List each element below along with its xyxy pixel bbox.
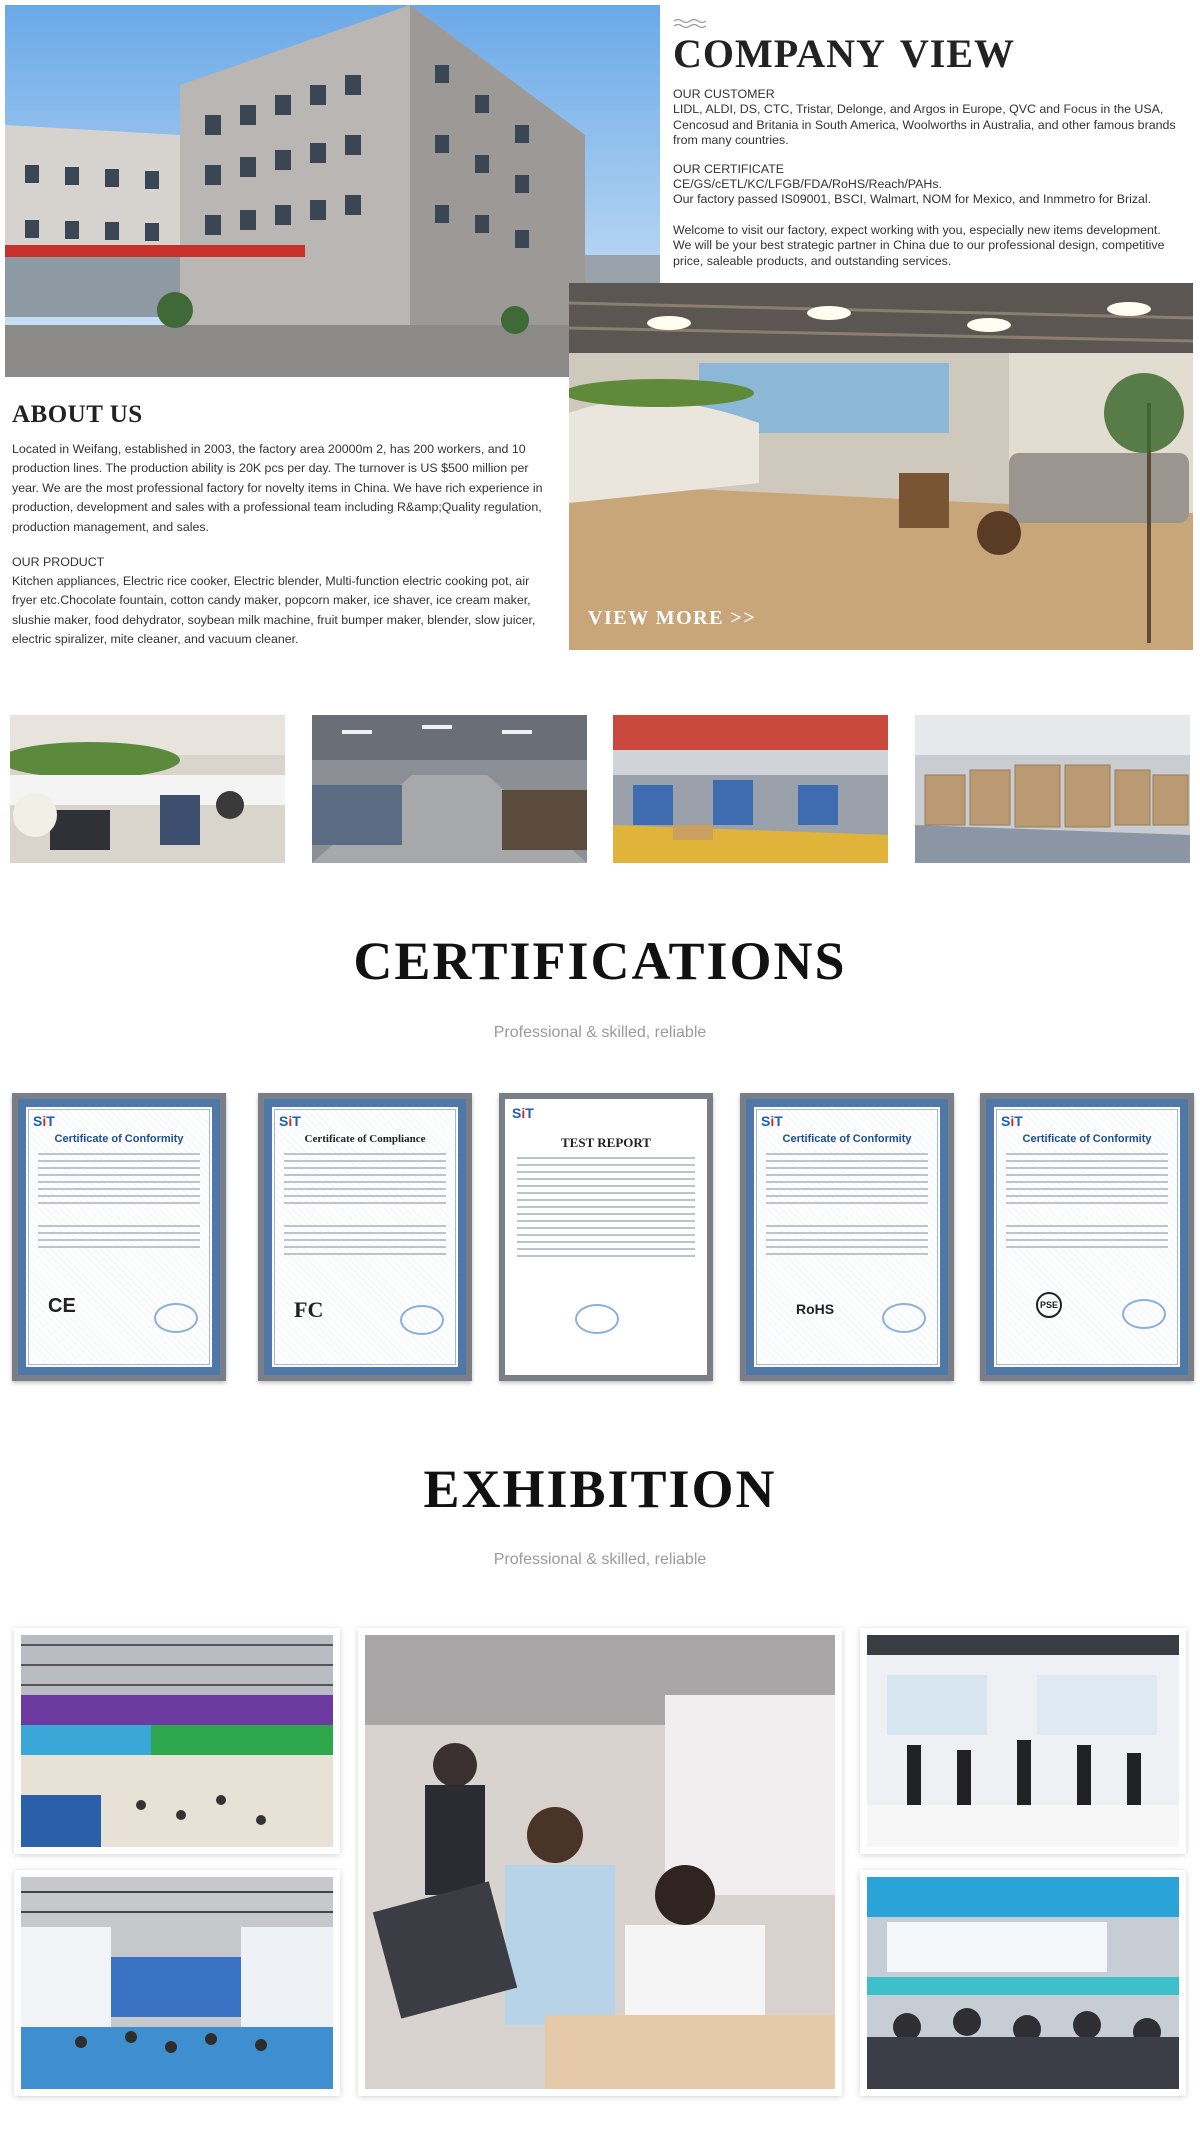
- seal-stamp-icon: [154, 1303, 198, 1333]
- exhibition-subtitle: Professional & skilled, reliable: [493, 1551, 707, 1568]
- certificate-line2: Our factory passed IS09001, BSCI, Walmart, NOM for Mexico, and Inmmetro for Brizal.: [673, 192, 1152, 206]
- rohs-mark-icon: RoHS: [796, 1301, 835, 1317]
- certificate-heading: Certificate of Conformity: [1022, 1133, 1152, 1145]
- exhibition-title: EXHIBITION: [423, 1459, 777, 1519]
- welcome-line2: We will be your best strategic partner in China due to our professional design, competitive price, saleable products, and outstanding services.: [673, 238, 1165, 268]
- seal-stamp-icon: [575, 1304, 619, 1334]
- certificate-card[interactable]: [980, 1093, 1194, 1381]
- exhibition-photo-hall-wide: [14, 1628, 340, 1854]
- certificate-card[interactable]: [12, 1093, 226, 1381]
- certificate-card[interactable]: [499, 1093, 713, 1381]
- certificate-card[interactable]: [258, 1093, 472, 1381]
- certificate-heading: Certificate of Conformity: [782, 1133, 912, 1145]
- customer-text: LIDL, ALDI, DS, CTC, Tristar, Delonge, and Argos in Europe, QVC and Focus in the USA, Cencosud and Britania in South America, Woolworths in Australia, and other famous brands from many countries.: [673, 102, 1176, 147]
- exhibition-photo-booth-white: [860, 1628, 1186, 1854]
- sit-logo: SiT: [1001, 1113, 1023, 1129]
- company-view-title: [673, 30, 1015, 77]
- certificate-heading: Certificate of Conformity: [54, 1133, 184, 1145]
- fcc-mark-icon: FC: [294, 1297, 324, 1322]
- pse-mark-icon: PSE: [1036, 1292, 1062, 1318]
- office-photo: [569, 283, 1193, 650]
- wave-decoration-icon: [673, 18, 707, 30]
- certificate-heading: TEST REPORT: [561, 1135, 651, 1150]
- seal-stamp-icon: [400, 1305, 444, 1335]
- factory-photo-office: [10, 715, 285, 863]
- customer-heading: OUR CUSTOMER: [673, 87, 775, 101]
- exhibition-photo-crowd-cyan: [860, 1870, 1186, 2096]
- certificate-heading: Certificate of Compliance: [304, 1133, 426, 1145]
- product-text: Kitchen appliances, Electric rice cooker, Electric blender, Multi-function electric cooking pot, air fryer etc.Chocolate fountain, cotton candy maker, popcorn maker, ice shaver, ice cream maker, slushie maker, food dehydrator, soybean milk machine, fruit bumper maker, blender, slow juicer, electric spiralizer, mite cleaner, and vacuum cleaner.: [12, 574, 536, 647]
- sit-logo: SiT: [279, 1113, 301, 1129]
- exhibition-photo-visitors: [358, 1628, 842, 2096]
- certifications-title: CERTIFICATIONS: [353, 931, 847, 991]
- company-view-title-word1: COMPANY: [673, 31, 886, 76]
- factory-building-photo: [5, 5, 660, 377]
- welcome-line1: Welcome to visit our factory, expect working with you, especially new items development.: [673, 223, 1161, 237]
- factory-photo-assembly-floor: [312, 715, 587, 863]
- product-heading: OUR PRODUCT: [12, 555, 105, 569]
- sit-logo: SiT: [761, 1113, 783, 1129]
- about-us-title: ABOUT US: [12, 401, 143, 428]
- factory-photo-warehouse: [915, 715, 1190, 863]
- certifications-subtitle: Professional & skilled, reliable: [493, 1024, 707, 1041]
- sit-logo: SiT: [512, 1105, 534, 1121]
- seal-stamp-icon: [882, 1303, 926, 1333]
- sit-logo: SiT: [33, 1113, 55, 1129]
- view-more-link[interactable]: VIEW MORE >>: [588, 607, 757, 629]
- about-us-intro: Located in Weifang, established in 2003, the factory area 20000m 2, has 200 workers, and 10 production lines. The production ability is 20K pcs per day. The turnover is US $500 million per year. We are the most professional factory for novelty items in China. We have rich experience in production, development and sales with a professional team including R&amp;Quality regulation, production management, and sales.: [12, 442, 543, 534]
- ce-mark-icon: CE: [48, 1295, 76, 1317]
- company-view-title-word2: VIEW: [899, 31, 1016, 76]
- certificate-line1: CE/GS/cETL/KC/LFGB/FDA/RoHS/Reach/PAHs.: [673, 177, 942, 191]
- exhibition-photo-hall-crowd: [14, 1870, 340, 2096]
- certificate-card[interactable]: [740, 1093, 954, 1381]
- factory-photo-production-line: [613, 715, 888, 863]
- seal-stamp-icon: [1122, 1299, 1166, 1329]
- certificate-heading: OUR CERTIFICATE: [673, 162, 785, 176]
